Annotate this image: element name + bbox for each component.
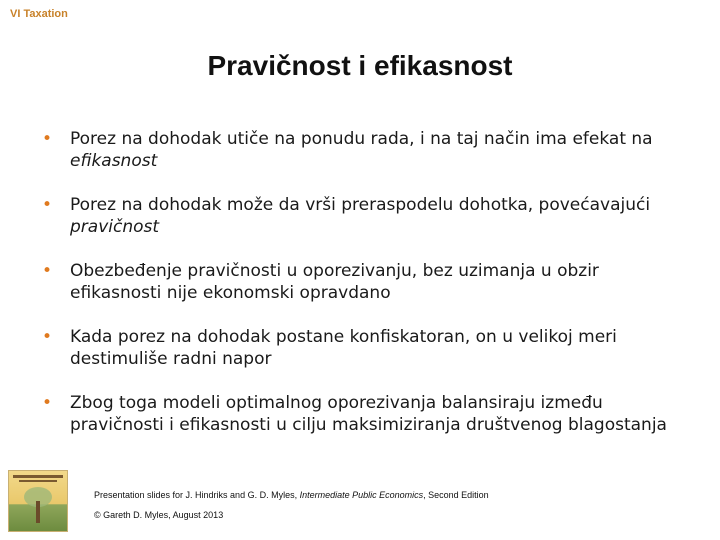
slide-title: Pravičnost i efikasnost	[207, 50, 513, 81]
footer-book-title: Intermediate Public Economics	[299, 490, 424, 500]
bullet-dot-icon: •	[42, 261, 53, 281]
bullet-dot-icon: •	[42, 327, 53, 347]
bullet-italic-text: pravičnost	[70, 217, 160, 237]
footer-credit	[94, 490, 489, 500]
bullet-text: Zbog toga modeli optimalnog oporezivanja balansiraju između pravičnosti i efikasnosti u cilju maksimiziranja društvenog blagostanja	[70, 393, 667, 435]
section-label: VI Taxation	[10, 8, 68, 20]
footer-prefix: Presentation slides for J. Hindriks and G. D. Myles,	[94, 490, 300, 500]
bullet-item	[34, 194, 694, 238]
bullet-italic-text: efikasnost	[70, 151, 158, 171]
bullet-text: Kada porez na dohodak postane konfiskatoran, on u velikoj meri destimuliše radni napor	[70, 327, 617, 369]
bullet-item	[34, 392, 694, 436]
bullet-text: Obezbeđenje pravičnosti u oporezivanju, bez uzimanja u obzir efikasnosti nije ekonomski opravdano	[70, 261, 599, 303]
bullet-text: Porez na dohodak utiče na ponudu rada, i na taj način ima efekat na	[70, 129, 653, 149]
footer	[94, 490, 489, 520]
bullet-text: Porez na dohodak može da vrši preraspodelu dohotka, povećavajući	[70, 195, 651, 215]
book-cover-image	[8, 470, 68, 532]
bullet-dot-icon: •	[42, 393, 53, 413]
bullet-dot-icon: •	[42, 129, 53, 149]
bullet-item	[34, 326, 694, 370]
bullet-item	[34, 128, 694, 172]
bullet-list	[34, 128, 694, 458]
bullet-dot-icon: •	[42, 195, 53, 215]
footer-copyright: © Gareth D. Myles, August 2013	[94, 510, 224, 520]
bullet-item	[34, 260, 694, 304]
footer-suffix: , Second Edition	[423, 490, 489, 500]
